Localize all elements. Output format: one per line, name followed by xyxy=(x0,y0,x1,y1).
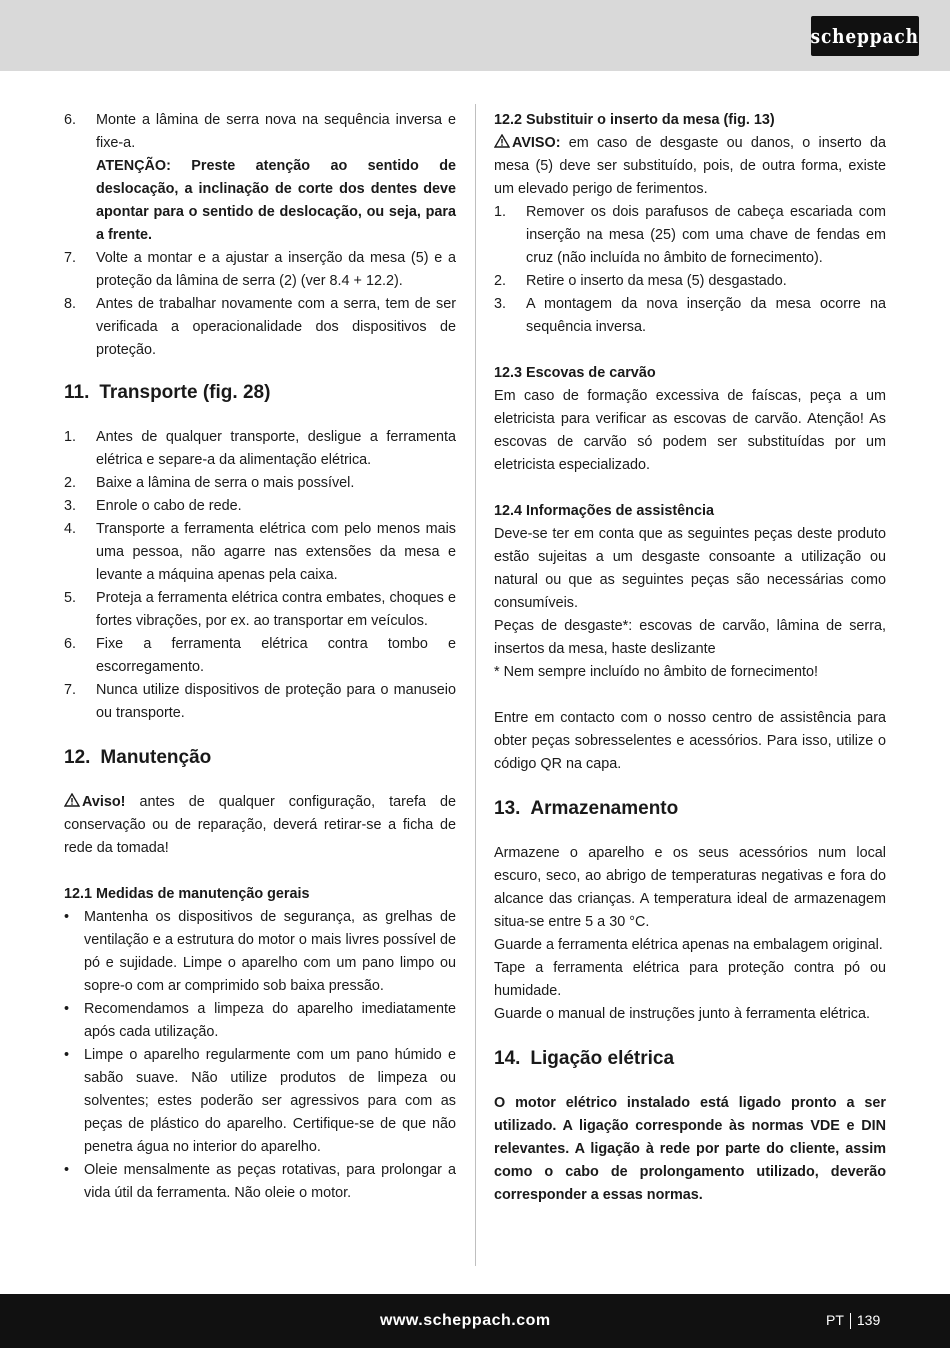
list-item: 7. Volte a montar e a ajustar a inserção da mesa (5) e a proteção da lâmina de serra (2) (ver 8.4 + 12.2). xyxy=(64,250,456,289)
page-number: 139 xyxy=(856,1312,881,1328)
header-band xyxy=(0,0,950,71)
section-11-heading: 11. Transporte (fig. 28) xyxy=(64,382,271,403)
list-item: 6. Monte a lâmina de serra nova na sequência inversa e fixe-a. ATENÇÃO: Preste atenção ao sentido de deslocação, a inclinação de corte dos dentes deve apontar para o sentido de deslocação, ou seja, para a frente. xyxy=(64,112,456,243)
section-14-heading: 14. Ligação elétrica xyxy=(494,1048,675,1069)
column-divider xyxy=(475,104,476,1266)
storage-text-2: Guarde a ferramenta elétrica apenas na embalagem original. xyxy=(494,937,883,953)
language-code: PT xyxy=(826,1312,844,1328)
subsection-12-1-heading: 12.1 Medidas de manutenção gerais xyxy=(64,886,310,902)
list-item: • Recomendamos a limpeza do aparelho imediatamente após cada utilização. xyxy=(64,1001,456,1040)
subsection-12-4-heading: 12.4 Informações de assistência xyxy=(494,503,714,519)
right-column xyxy=(494,109,886,1207)
list-item: 2. Baixe a lâmina de serra o mais possível. xyxy=(64,475,355,491)
table-insert-steps xyxy=(494,201,886,339)
maintenance-warning: Aviso! antes de qualquer configuração, tarefa de conservação ou de reparação, deverá retirar-se a ficha de rede da tomada! xyxy=(64,794,456,856)
warning-triangle-icon xyxy=(494,134,510,148)
section-13-heading: 13. Armazenamento xyxy=(494,798,679,819)
warning-triangle-icon xyxy=(64,793,80,807)
left-column xyxy=(64,109,456,1205)
footer-url: www.scheppach.com xyxy=(380,1312,551,1329)
carbon-brushes-text: Em caso de formação excessiva de faíscas, peça a um eletricista para verificar as escovas de carvão. Atenção! As escovas de carvão só podem ser substituídas por um eletricista especializado. xyxy=(494,388,886,473)
scheppach-logo xyxy=(811,16,919,56)
maintenance-bullets xyxy=(64,906,456,1205)
list-item: • Limpe o aparelho regularmente com um pano húmido e sabão suave. Não utilize produtos de limpeza ou solventes; estes poderão ser agressivos para com as peças de plástico do aparelho. Certifique-se de que não penetra água no interior do aparelho. xyxy=(64,1047,456,1155)
electrical-connection-text: O motor elétrico instalado está ligado pronto a ser utilizado. A ligação corresponde às normas VDE e DIN relevantes. A ligação à rede por parte do cliente, assim como o cabo de prolongamento utilizado, deverão corresponder a essas normas. xyxy=(494,1095,886,1203)
transport-steps-list xyxy=(64,426,456,725)
subsection-12-3-heading: 12.3 Escovas de carvão xyxy=(494,365,656,381)
table-insert-warning: AVISO: em caso de desgaste ou danos, o inserto da mesa (5) deve ser substituído, pois, de outra forma, existe um elevado perigo de ferimentos. xyxy=(494,135,886,197)
attention-note: ATENÇÃO: Preste atenção ao sentido de deslocação, a inclinação de corte dos dentes deve apontar para o sentido de deslocação, ou seja, para a frente. xyxy=(96,158,456,243)
storage-text-3: Tape a ferramenta elétrica para proteção contra pó ou humidade. xyxy=(494,960,886,999)
page-indicator xyxy=(826,1309,880,1332)
section-12-heading: 12. Manutenção xyxy=(64,747,212,768)
list-item: • Mantenha os dispositivos de segurança, as grelhas de ventilação e a estrutura do motor o mais livres possível de pó e sujidade. Limpe o aparelho com um pano limpo ou sopre-o com ar comprimido sob baixa pressão. xyxy=(64,909,456,994)
list-item: 3. Enrole o cabo de rede. xyxy=(64,498,242,514)
steps-list-continued xyxy=(64,109,456,362)
list-item: 1. Antes de qualquer transporte, desligue a ferramenta elétrica e separe-a da alimentação elétrica. xyxy=(64,429,456,468)
list-item: 2. Retire o inserto da mesa (5) desgastado. xyxy=(494,273,787,289)
list-item: • Oleie mensalmente as peças rotativas, para prolongar a vida útil da ferramenta. Não oleie o motor. xyxy=(64,1162,456,1201)
list-item: 7. Nunca utilize dispositivos de proteção para o manuseio ou transporte. xyxy=(64,682,456,721)
list-item: 4. Transporte a ferramenta elétrica com pelo menos mais uma pessoa, não agarre nas extensões da mesa e levante a máquina apenas pela caixa. xyxy=(64,521,456,583)
list-item: 8. Antes de trabalhar novamente com a serra, tem de ser verificada a operacionalidade dos dispositivos de proteção. xyxy=(64,296,456,358)
storage-text-4: Guarde o manual de instruções junto à ferramenta elétrica. xyxy=(494,1006,870,1022)
separator xyxy=(850,1313,851,1329)
footnote-text: * Nem sempre incluído no âmbito de fornecimento! xyxy=(494,664,818,680)
subsection-12-2-heading: 12.2 Substituir o inserto da mesa (fig. 13) xyxy=(494,112,775,128)
wear-parts-text: Peças de desgaste*: escovas de carvão, lâmina de serra, insertos da mesa, haste deslizante xyxy=(494,618,886,657)
list-item: 1. Remover os dois parafusos de cabeça escariada com inserção na mesa (25) com uma chave de fendas em cruz (não incluída no âmbito de fornecimento). xyxy=(494,204,886,266)
logo-text: scheppach xyxy=(810,23,920,48)
list-item: 6. Fixe a ferramenta elétrica contra tombo e escorregamento. xyxy=(64,636,456,675)
list-item: 3. A montagem da nova inserção da mesa ocorre na sequência inversa. xyxy=(494,296,886,335)
service-info-text: Deve-se ter em conta que as seguintes peças deste produto estão sujeitas a um desgaste consoante a utilização ou natural ou que as seguintes peças são necessárias como consumíveis. xyxy=(494,526,886,611)
storage-text-1: Armazene o aparelho e os seus acessórios num local escuro, seco, ao abrigo de temperaturas negativas e fora do alcance das crianças. A temperatura ideal de armazenagem situa-se entre 5 a 30 °C. xyxy=(494,845,886,930)
service-contact-text: Entre em contacto com o nosso centro de assistência para obter peças sobresselentes e acessórios. Para isso, utilize o código QR na capa. xyxy=(494,710,886,772)
list-item: 5. Proteja a ferramenta elétrica contra embates, choques e fortes vibrações, por ex. ao transportar em veículos. xyxy=(64,590,456,629)
